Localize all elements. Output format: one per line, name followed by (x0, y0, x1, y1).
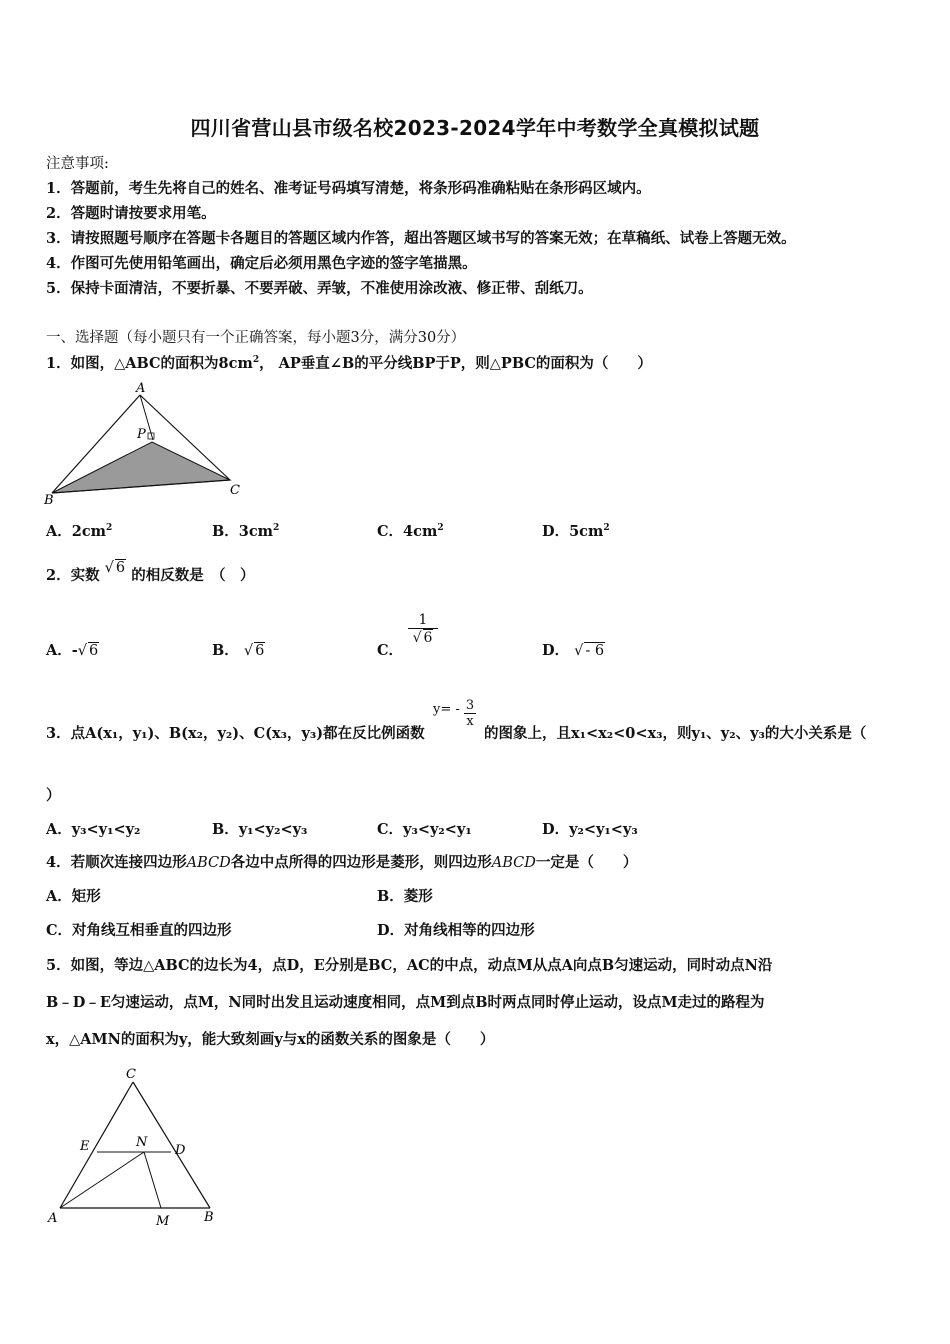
q2-stem: 2．实数 √ 6 的相反数是 （ ） (46, 560, 255, 584)
q4-option-b[interactable]: B．菱形 (377, 888, 433, 905)
q2-option-d[interactable]: D． √ - 6 (542, 642, 605, 659)
label-d: D (175, 1143, 186, 1158)
notice-item-2: 2．答题时请按要求用笔。 (46, 205, 216, 222)
q3-stem-a: 3．点A(x₁，y₁)、B(x₂，y₂)、C(x₃，y₃)都在反比例函数 (46, 725, 425, 742)
label-n: N (136, 1135, 148, 1150)
q3-option-d[interactable]: D．y₂<y₁<y₃ (542, 821, 638, 838)
label-p: P (137, 427, 146, 442)
q1-option-c[interactable]: C．$4cm^2$ (377, 523, 444, 540)
label-b: B (44, 493, 54, 508)
notice-item-1: 1．答题前，考生先将自己的姓名、准考证号码填写清楚，将条形码准确粘贴在条形码区域内。 (46, 180, 651, 197)
label-b: B (204, 1210, 214, 1225)
label-e: E (80, 1139, 90, 1154)
q4-option-c[interactable]: C．对角线互相垂直的四边形 (46, 922, 232, 939)
label-c: C (126, 1067, 136, 1082)
label-a: A (136, 381, 146, 396)
q3-stem-b: 的图象上，且x₁<x₂<0<x₃，则y₁、y₂、y₃的大小关系是（ (484, 725, 867, 742)
q4-stem: 4．若顺次连接四边形ABCD各边中点所得的四边形是菱形，则四边形ABCD一定是（ ） (46, 854, 638, 871)
q1-option-b[interactable]: B．$3cm^2$ (212, 523, 280, 540)
notice-item-3: 3．请按照题号顺序在答题卡各题目的答题区域内作答，超出答题区域书写的答案无效；在草稿纸、试卷上答题无效。 (46, 230, 796, 247)
q1-option-d[interactable]: D．$5cm^2$ (542, 523, 610, 540)
q2-option-c-fraction[interactable]: 1 √ 6 (408, 612, 438, 646)
q3-function: y= - $\frac{3}{x}$ (433, 698, 475, 729)
triangle-pbc-shaded (52, 442, 230, 493)
notice-heading: 注意事项: (46, 156, 109, 172)
q2-option-a[interactable]: A．-√ 6 (46, 642, 99, 659)
q3-stem-c: ） (46, 787, 61, 804)
q1-option-a[interactable]: A．$2cm^2$ (46, 523, 113, 540)
q1-stem: 1．如图，△ABC的面积为$8cm^2$， AP垂直∠B的平分线BP于P，则△PBC的面积为（ ） (46, 355, 652, 372)
page-title: 四川省营山县市级名校2023-2024学年中考数学全真模拟试题 (190, 116, 760, 140)
q4-option-d[interactable]: D．对角线相等的四边形 (377, 922, 535, 939)
q5-stem-line1: 5．如图，等边△ABC的边长为4，点D，E分别是BC，AC的中点，动点M从点A向点B匀速运动，同时动点N沿 (46, 957, 773, 974)
q4-option-a[interactable]: A．矩形 (46, 888, 101, 905)
q3-option-c[interactable]: C．y₃<y₂<y₁ (377, 821, 472, 838)
label-m: M (156, 1214, 170, 1229)
q5-stem-line3: x，△AMN的面积为y，能大致刻画y与x的函数关系的图象是（ ） (46, 1031, 495, 1048)
q1-figure (40, 378, 260, 508)
q2-option-b[interactable]: B． √ 6 (212, 642, 265, 659)
q5-stem-line2: B﹣D﹣E匀速运动，点M，N同时出发且运动速度相同，点M到点B时两点同时停止运动，设点M走过的路程为 (46, 994, 765, 1011)
section-heading: 一、选择题（每小题只有一个正确答案，每小题3分，满分30分） (46, 330, 466, 346)
notice-item-5: 5．保持卡面清洁，不要折暴、不要弄破、弄皱，不准使用涂改液、修正带、刮纸刀。 (46, 280, 593, 297)
label-a: A (48, 1211, 58, 1226)
q3-option-b[interactable]: B．y₁<y₂<y₃ (212, 821, 308, 838)
label-c: C (230, 483, 240, 498)
q3-option-a[interactable]: A．y₃<y₁<y₂ (46, 821, 141, 838)
notice-item-4: 4．作图可先使用铅笔画出，确定后必须用黑色字迹的签字笔描黑。 (46, 255, 477, 272)
q5-figure (40, 1062, 240, 1234)
q2-option-c-label[interactable]: C． (377, 642, 404, 659)
